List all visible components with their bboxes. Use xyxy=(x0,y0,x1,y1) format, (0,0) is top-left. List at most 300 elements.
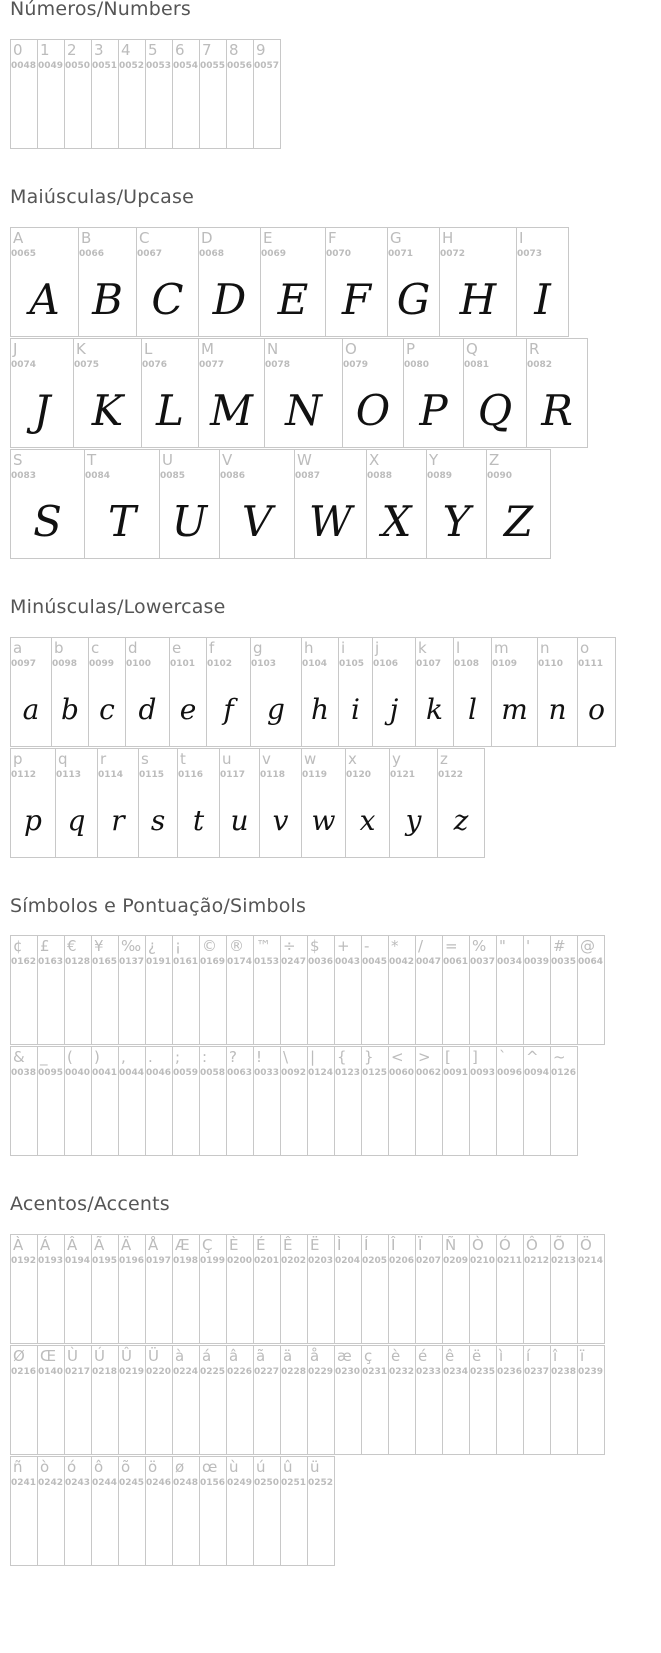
character-code: 0102 xyxy=(207,659,233,669)
character-label: ~ xyxy=(553,1048,566,1066)
numbers-glyph-cell xyxy=(199,39,227,149)
character-code: 0126 xyxy=(551,1068,577,1078)
glyph-preview: L xyxy=(156,385,184,435)
character-code: 0125 xyxy=(362,1068,388,1078)
symbols-glyph-cell xyxy=(10,1046,38,1156)
upcase-glyph-cell xyxy=(264,338,343,448)
character-code: 0080 xyxy=(404,360,430,370)
glyph-preview: I xyxy=(534,274,551,324)
character-code: 0043 xyxy=(335,957,361,967)
accents-glyph-cell xyxy=(118,1456,146,1566)
upcase-glyph-cell xyxy=(387,227,440,337)
glyph-preview: o xyxy=(588,692,605,726)
character-label: 0 xyxy=(13,41,23,59)
character-label: ' xyxy=(526,937,531,955)
character-label: € xyxy=(67,937,77,955)
numbers-glyph-cell xyxy=(226,39,254,149)
character-code: 0199 xyxy=(200,1256,226,1266)
accents-glyph-cell xyxy=(307,1345,335,1455)
accents-glyph-cell xyxy=(172,1456,200,1566)
accents-glyph-cell xyxy=(442,1234,470,1344)
character-label: N xyxy=(267,340,279,358)
character-code: 0174 xyxy=(227,957,253,967)
character-code: 0118 xyxy=(260,770,286,780)
symbols-glyph-cell xyxy=(550,935,578,1045)
character-label: ú xyxy=(256,1458,266,1476)
character-label: J xyxy=(13,340,18,358)
character-code: 0122 xyxy=(438,770,464,780)
character-code: 0077 xyxy=(199,360,225,370)
character-code: 0112 xyxy=(11,770,37,780)
character-label: 5 xyxy=(148,41,158,59)
symbols-glyph-cell xyxy=(199,935,227,1045)
character-label: " xyxy=(499,937,506,955)
character-label: r xyxy=(100,750,107,768)
symbols-glyph-cell xyxy=(550,1046,578,1156)
character-label: ¿ xyxy=(148,937,156,955)
accents-glyph-cell xyxy=(226,1234,254,1344)
character-code: 0098 xyxy=(52,659,78,669)
character-label: Û xyxy=(121,1347,132,1365)
symbols-glyph-cell xyxy=(496,1046,524,1156)
character-code: 0078 xyxy=(265,360,291,370)
character-label: é xyxy=(418,1347,428,1365)
glyph-preview: m xyxy=(501,692,528,726)
symbols-glyph-cell xyxy=(64,1046,92,1156)
character-label: Ë xyxy=(310,1236,320,1254)
character-code: 0096 xyxy=(497,1068,523,1078)
character-label: ^ xyxy=(526,1048,539,1066)
upcase-glyph-cell xyxy=(439,227,517,337)
character-code: 0053 xyxy=(146,61,172,71)
upcase-row-1 xyxy=(10,227,568,338)
character-code: 0230 xyxy=(335,1367,361,1377)
character-label: Ö xyxy=(580,1236,592,1254)
character-label: Ä xyxy=(121,1236,132,1254)
character-code: 0091 xyxy=(443,1068,469,1078)
lowercase-glyph-cell xyxy=(338,637,373,747)
character-label: ® xyxy=(229,937,244,955)
character-label: ™ xyxy=(256,937,271,955)
accents-glyph-cell xyxy=(64,1234,92,1344)
character-label: ‰ xyxy=(121,937,142,955)
glyph-preview: M xyxy=(209,385,253,435)
section-title-accents: Acentos/Accents xyxy=(10,1193,170,1215)
character-code: 0038 xyxy=(11,1068,37,1078)
upcase-row-3 xyxy=(10,449,550,560)
character-label: £ xyxy=(40,937,50,955)
character-label: g xyxy=(253,639,263,657)
character-label: T xyxy=(87,451,97,469)
symbols-glyph-cell xyxy=(334,935,362,1045)
lowercase-glyph-cell xyxy=(88,637,126,747)
character-code: 0242 xyxy=(38,1478,64,1488)
upcase-glyph-cell xyxy=(366,449,427,559)
accents-glyph-cell xyxy=(226,1456,254,1566)
symbols-glyph-cell xyxy=(172,935,200,1045)
character-code: 0113 xyxy=(56,770,82,780)
character-label: \ xyxy=(283,1048,289,1066)
accents-glyph-cell xyxy=(496,1345,524,1455)
character-label: Ç xyxy=(202,1236,213,1254)
lowercase-glyph-cell xyxy=(372,637,416,747)
character-label: L xyxy=(144,340,153,358)
character-label: â xyxy=(229,1347,239,1365)
character-label: b xyxy=(54,639,64,657)
character-label: h xyxy=(304,639,314,657)
glyph-preview: v xyxy=(272,803,289,837)
character-code: 0204 xyxy=(335,1256,361,1266)
character-label: P xyxy=(406,340,416,358)
character-code: 0214 xyxy=(578,1256,604,1266)
symbols-glyph-cell xyxy=(253,935,281,1045)
character-code: 0110 xyxy=(538,659,564,669)
character-label: s xyxy=(141,750,149,768)
accents-glyph-cell xyxy=(226,1345,254,1455)
accents-glyph-cell xyxy=(253,1345,281,1455)
character-code: 0090 xyxy=(487,471,513,481)
character-code: 0079 xyxy=(343,360,369,370)
character-code: 0049 xyxy=(38,61,64,71)
character-code: 0039 xyxy=(524,957,550,967)
glyph-preview: i xyxy=(351,692,360,726)
lowercase-glyph-cell xyxy=(250,637,302,747)
character-code: 0238 xyxy=(551,1367,577,1377)
character-label: v xyxy=(262,750,271,768)
character-label: Á xyxy=(40,1236,51,1254)
accents-glyph-cell xyxy=(496,1234,524,1344)
character-code: 0048 xyxy=(11,61,37,71)
character-code: 0058 xyxy=(200,1068,226,1078)
character-label: ë xyxy=(472,1347,482,1365)
accents-glyph-cell xyxy=(334,1345,362,1455)
character-code: 0205 xyxy=(362,1256,388,1266)
character-code: 0035 xyxy=(551,957,577,967)
symbols-glyph-cell xyxy=(469,1046,497,1156)
numbers-glyph-cell xyxy=(37,39,65,149)
character-code: 0042 xyxy=(389,957,415,967)
character-label: 1 xyxy=(40,41,50,59)
symbols-glyph-cell xyxy=(496,935,524,1045)
accents-glyph-cell xyxy=(415,1345,443,1455)
character-label: 4 xyxy=(121,41,131,59)
upcase-glyph-cell xyxy=(10,449,85,559)
character-code: 0249 xyxy=(227,1478,253,1488)
lowercase-glyph-cell xyxy=(169,637,207,747)
symbols-glyph-cell xyxy=(91,1046,119,1156)
numbers-glyph-cell xyxy=(253,39,281,149)
glyph-preview: Y xyxy=(442,496,471,546)
symbols-glyph-cell xyxy=(523,1046,551,1156)
symbols-glyph-cell xyxy=(334,1046,362,1156)
symbols-glyph-cell xyxy=(361,1046,389,1156)
accents-glyph-cell xyxy=(361,1234,389,1344)
character-label: ä xyxy=(283,1347,293,1365)
character-label: æ xyxy=(337,1347,352,1365)
symbols-glyph-cell xyxy=(226,1046,254,1156)
upcase-glyph-cell xyxy=(526,338,588,448)
glyph-preview: C xyxy=(151,274,184,324)
character-code: 0201 xyxy=(254,1256,280,1266)
character-label: x xyxy=(348,750,357,768)
glyph-preview: d xyxy=(138,692,157,726)
character-label: t xyxy=(180,750,186,768)
glyph-preview: Q xyxy=(477,385,513,435)
character-label: Q xyxy=(466,340,478,358)
character-code: 0209 xyxy=(443,1256,469,1266)
character-label: U xyxy=(162,451,173,469)
lowercase-glyph-cell xyxy=(51,637,89,747)
character-code: 0251 xyxy=(281,1478,307,1488)
character-label: ó xyxy=(67,1458,77,1476)
character-code: 0226 xyxy=(227,1367,253,1377)
character-label: 3 xyxy=(94,41,104,59)
character-code: 0082 xyxy=(527,360,553,370)
lowercase-glyph-cell xyxy=(219,748,260,858)
character-code: 0072 xyxy=(440,249,466,259)
lowercase-glyph-cell xyxy=(55,748,98,858)
character-code: 0109 xyxy=(492,659,518,669)
character-label: H xyxy=(442,229,454,247)
symbols-glyph-cell xyxy=(415,1046,443,1156)
character-label: y xyxy=(392,750,401,768)
accents-glyph-cell xyxy=(469,1345,497,1455)
character-code: 0100 xyxy=(126,659,152,669)
character-code: 0095 xyxy=(38,1068,64,1078)
character-label: C xyxy=(139,229,150,247)
character-code: 0119 xyxy=(302,770,328,780)
character-code: 0211 xyxy=(497,1256,523,1266)
character-label: S xyxy=(13,451,23,469)
character-code: 0108 xyxy=(454,659,480,669)
glyph-preview: p xyxy=(24,803,42,837)
lowercase-glyph-cell xyxy=(345,748,390,858)
glyph-preview: k xyxy=(426,692,443,726)
symbols-glyph-cell xyxy=(388,1046,416,1156)
symbols-glyph-cell xyxy=(469,935,497,1045)
character-code: 0225 xyxy=(200,1367,226,1377)
character-code: 0120 xyxy=(346,770,372,780)
glyph-preview: G xyxy=(396,274,431,324)
character-code: 0248 xyxy=(173,1478,199,1488)
character-label: ï xyxy=(580,1347,585,1365)
symbols-glyph-cell xyxy=(91,935,119,1045)
character-label: f xyxy=(209,639,215,657)
glyph-preview: s xyxy=(150,803,166,837)
character-code: 0092 xyxy=(281,1068,307,1078)
character-label: Ì xyxy=(337,1236,342,1254)
symbols-glyph-cell xyxy=(523,935,551,1045)
accents-glyph-cell xyxy=(37,1234,65,1344)
character-label: ç xyxy=(364,1347,373,1365)
character-code: 0055 xyxy=(200,61,226,71)
upcase-glyph-cell xyxy=(294,449,367,559)
character-label: ; xyxy=(175,1048,181,1066)
character-label: o xyxy=(580,639,590,657)
character-label: í xyxy=(526,1347,531,1365)
character-label: k xyxy=(418,639,427,657)
character-label: Ê xyxy=(283,1236,293,1254)
character-code: 0116 xyxy=(178,770,204,780)
glyph-preview: A xyxy=(29,274,60,324)
character-code: 0161 xyxy=(173,957,199,967)
upcase-glyph-cell xyxy=(219,449,295,559)
character-code: 0104 xyxy=(302,659,328,669)
character-code: 0239 xyxy=(578,1367,604,1377)
character-label: # xyxy=(553,937,566,955)
character-code: 0034 xyxy=(497,957,523,967)
upcase-glyph-cell xyxy=(198,227,261,337)
character-code: 0200 xyxy=(227,1256,253,1266)
character-code: 0071 xyxy=(388,249,414,259)
accents-glyph-cell xyxy=(388,1345,416,1455)
character-code: 0073 xyxy=(517,249,543,259)
accents-glyph-cell xyxy=(118,1234,146,1344)
lowercase-glyph-cell xyxy=(97,748,139,858)
accents-glyph-cell xyxy=(37,1456,65,1566)
character-label: 2 xyxy=(67,41,77,59)
symbols-glyph-cell xyxy=(442,1046,470,1156)
accents-glyph-cell xyxy=(10,1234,38,1344)
character-code: 0218 xyxy=(92,1367,118,1377)
character-label: Æ xyxy=(175,1236,190,1254)
character-code: 0169 xyxy=(200,957,226,967)
lowercase-glyph-cell xyxy=(453,637,492,747)
upcase-glyph-cell xyxy=(426,449,487,559)
numbers-glyph-cell xyxy=(145,39,173,149)
character-label: ( xyxy=(67,1048,73,1066)
accents-glyph-cell xyxy=(10,1456,38,1566)
character-code: 0056 xyxy=(227,61,253,71)
character-label: % xyxy=(472,937,487,955)
lowercase-glyph-cell xyxy=(577,637,616,747)
upcase-glyph-cell xyxy=(84,449,160,559)
lowercase-glyph-cell xyxy=(259,748,302,858)
character-label: Ï xyxy=(418,1236,423,1254)
character-label: Y xyxy=(429,451,439,469)
character-label: I xyxy=(519,229,524,247)
character-code: 0040 xyxy=(65,1068,91,1078)
character-code: 0054 xyxy=(173,61,199,71)
character-label: ] xyxy=(472,1048,478,1066)
accents-glyph-cell xyxy=(172,1345,200,1455)
character-code: 0057 xyxy=(254,61,280,71)
symbols-glyph-cell xyxy=(10,935,38,1045)
character-code: 0224 xyxy=(173,1367,199,1377)
character-label: a xyxy=(13,639,23,657)
character-code: 0086 xyxy=(220,471,246,481)
character-code: 0202 xyxy=(281,1256,307,1266)
character-code: 0051 xyxy=(92,61,118,71)
lowercase-row-2 xyxy=(10,748,484,859)
lowercase-glyph-cell xyxy=(537,637,578,747)
lowercase-glyph-cell xyxy=(389,748,438,858)
character-code: 0088 xyxy=(367,471,393,481)
section-title-symbols: Símbolos e Pontuação/Simbols xyxy=(10,895,307,917)
character-label: u xyxy=(222,750,232,768)
glyph-preview: S xyxy=(33,496,62,546)
character-code: 0064 xyxy=(578,957,604,967)
character-code: 0097 xyxy=(11,659,37,669)
glyph-preview: P xyxy=(419,385,448,435)
character-label: À xyxy=(13,1236,24,1254)
glyph-preview: x xyxy=(359,803,376,837)
character-label: à xyxy=(175,1347,185,1365)
symbols-glyph-cell xyxy=(361,935,389,1045)
character-code: 0114 xyxy=(98,770,124,780)
character-code: 0241 xyxy=(11,1478,37,1488)
accents-glyph-cell xyxy=(361,1345,389,1455)
character-label: < xyxy=(391,1048,404,1066)
character-label: Œ xyxy=(40,1347,57,1365)
numbers-glyph-cell xyxy=(91,39,119,149)
character-code: 0047 xyxy=(416,957,442,967)
numbers-glyph-cell xyxy=(172,39,200,149)
character-code: 0115 xyxy=(139,770,165,780)
character-label: Í xyxy=(364,1236,369,1254)
character-label: : xyxy=(202,1048,208,1066)
symbols-glyph-cell xyxy=(118,1046,146,1156)
character-code: 0052 xyxy=(119,61,145,71)
character-label: 9 xyxy=(256,41,266,59)
character-label: B xyxy=(81,229,92,247)
character-label: ! xyxy=(256,1048,263,1066)
accents-glyph-cell xyxy=(118,1345,146,1455)
character-code: 0059 xyxy=(173,1068,199,1078)
character-label: Ò xyxy=(472,1236,484,1254)
upcase-glyph-cell xyxy=(10,338,74,448)
character-label: | xyxy=(310,1048,316,1066)
accents-glyph-cell xyxy=(307,1234,335,1344)
character-code: 0101 xyxy=(170,659,196,669)
upcase-glyph-cell xyxy=(486,449,551,559)
symbols-glyph-cell xyxy=(145,1046,173,1156)
character-label: c xyxy=(91,639,100,657)
character-code: 0247 xyxy=(281,957,307,967)
character-code: 0076 xyxy=(142,360,168,370)
character-code: 0252 xyxy=(308,1478,334,1488)
character-code: 0244 xyxy=(92,1478,118,1488)
symbols-glyph-cell xyxy=(64,935,92,1045)
upcase-glyph-cell xyxy=(73,338,142,448)
symbols-glyph-cell xyxy=(280,935,308,1045)
accents-glyph-cell xyxy=(280,1456,308,1566)
character-label: = xyxy=(445,937,458,955)
lowercase-glyph-cell xyxy=(206,637,251,747)
character-label: ñ xyxy=(13,1458,23,1476)
character-label: , xyxy=(121,1048,126,1066)
character-code: 0107 xyxy=(416,659,442,669)
lowercase-glyph-cell xyxy=(10,637,52,747)
lowercase-glyph-cell xyxy=(415,637,454,747)
character-code: 0105 xyxy=(339,659,365,669)
character-code: 0229 xyxy=(308,1367,334,1377)
character-label: ê xyxy=(445,1347,455,1365)
character-code: 0162 xyxy=(11,957,37,967)
accents-glyph-cell xyxy=(388,1234,416,1344)
character-code: 0213 xyxy=(551,1256,577,1266)
glyph-preview: f xyxy=(223,692,234,726)
character-label: ` xyxy=(499,1048,507,1066)
upcase-row-2 xyxy=(10,338,587,449)
character-label: õ xyxy=(121,1458,131,1476)
character-code: 0192 xyxy=(11,1256,37,1266)
upcase-glyph-cell xyxy=(325,227,388,337)
glyph-preview: n xyxy=(548,692,567,726)
character-label: Ü xyxy=(148,1347,159,1365)
character-code: 0121 xyxy=(390,770,416,780)
accents-glyph-cell xyxy=(280,1234,308,1344)
